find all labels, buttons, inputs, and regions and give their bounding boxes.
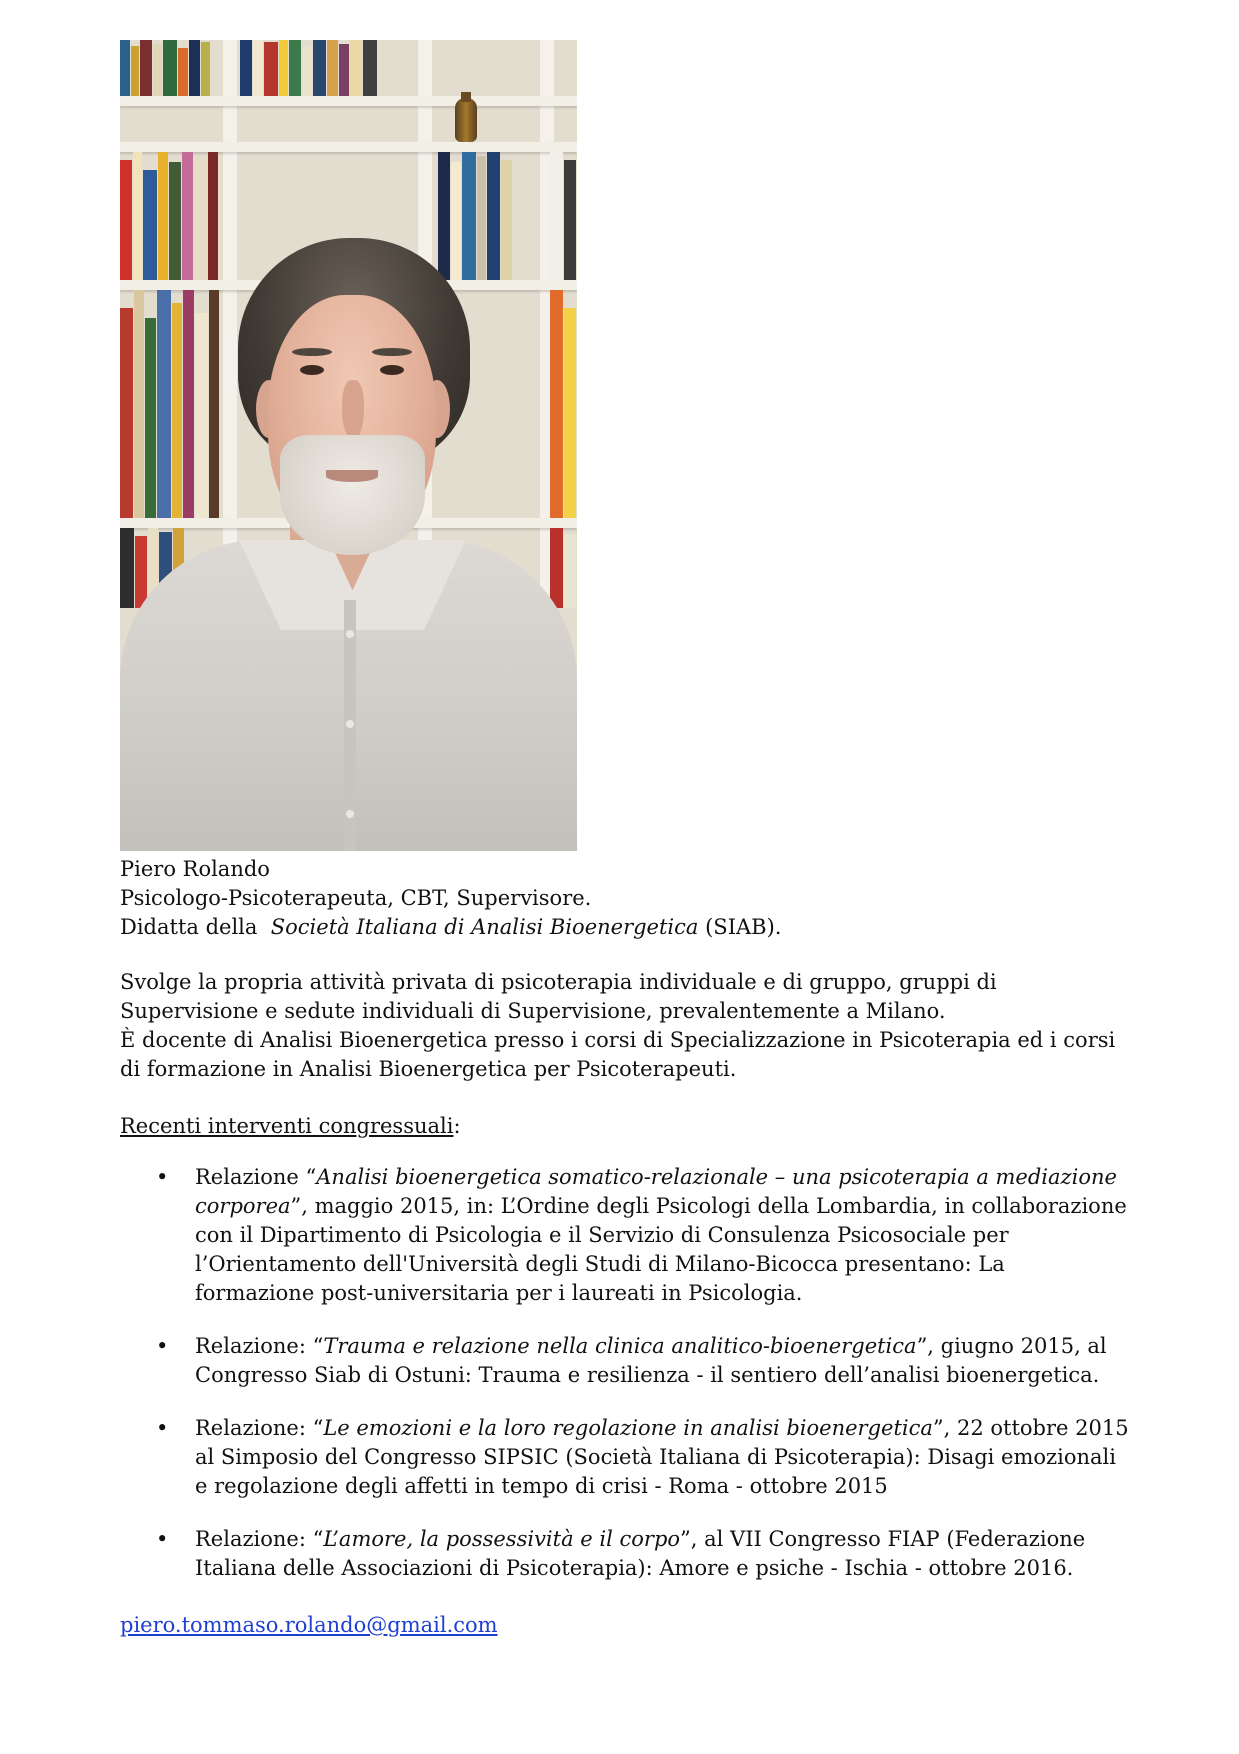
book-row xyxy=(120,152,220,280)
bio-paragraph xyxy=(120,968,1130,1084)
list-item xyxy=(120,1414,1130,1501)
bio-line: Svolge la propria attività privata di psicoterapia individuale e di gruppo, gruppi di xyxy=(120,970,997,994)
person-title: Psicologo-Psicoterapeuta, CBT, Supervisore. xyxy=(120,886,592,910)
talk-details: ”, 22 ottobre 2015 al Simposio del Congresso SIPSIC (Società Italiana di Psicoterapia): Disagi emozionali e regolazione degli affetti in tempo di crisi - Roma - ottobre 2015 xyxy=(195,1416,1129,1498)
talk-prefix: Relazione “ xyxy=(195,1165,317,1189)
talk-details: ”, giugno 2015, al Congresso Siab di Ostuni: Trauma e resilienza - il sentiero dell’analisi bioenergetica. xyxy=(195,1334,1107,1387)
affiliation-prefix: Didatta della xyxy=(120,915,271,939)
talks-heading xyxy=(120,1112,1130,1141)
talks-heading-text: Recenti interventi congressuali xyxy=(120,1114,454,1138)
shirt-button xyxy=(346,810,354,818)
talk-title: L’amore, la possessività e il corpo xyxy=(323,1527,681,1551)
talk-title: Trauma e relazione nella clinica analitico-bioenergetica xyxy=(323,1334,917,1358)
eyebrow-left xyxy=(292,348,332,356)
email-link[interactable]: piero.tommaso.rolando@gmail.com xyxy=(120,1613,498,1637)
eye-left xyxy=(300,365,324,375)
header-block xyxy=(120,855,1130,942)
talk-title: Analisi bioenergetica somatico-relazionale – una psicoterapia a mediazione corporea xyxy=(195,1165,1117,1218)
bullet-icon: • xyxy=(156,1165,169,1189)
affiliation-suffix: (SIAB). xyxy=(698,915,782,939)
shelf-board xyxy=(120,142,577,152)
talk-prefix: Relazione: “ xyxy=(195,1334,324,1358)
talks-heading-colon: : xyxy=(453,1114,461,1138)
talk-details: ”, maggio 2015, in: L’Ordine degli Psicologi della Lombardia, in collaborazione con il Dipartimento di Psicologia e il Servizio di Consulenza Psicosociale per l’Orientamento dell'Università degli Studi di Milano-Bicocca presentano: La formazione post-universitaria per i laureati in Psicologia. xyxy=(195,1194,1127,1305)
book-row xyxy=(550,152,577,280)
talk-title: Le emozioni e la loro regolazione in analisi bioenergetica xyxy=(323,1416,933,1440)
eye-right xyxy=(380,365,404,375)
person-name: Piero Rolando xyxy=(120,857,270,881)
beard xyxy=(280,435,425,555)
talk-prefix: Relazione: “ xyxy=(195,1527,324,1551)
shelf-board xyxy=(120,96,577,106)
bullet-icon: • xyxy=(156,1416,169,1440)
talks-list xyxy=(120,1163,1130,1583)
bio-line: di formazione in Analisi Bioenergetica per Psicoterapeuti. xyxy=(120,1057,737,1081)
portrait-photo xyxy=(120,40,577,851)
book-row xyxy=(550,290,577,518)
affiliation-org: Società Italiana di Analisi Bioenergetica xyxy=(270,915,699,939)
bullet-icon: • xyxy=(156,1527,169,1551)
vase-icon xyxy=(455,98,477,142)
book-row xyxy=(120,290,220,518)
list-item xyxy=(120,1525,1130,1583)
talk-prefix: Relazione: “ xyxy=(195,1416,324,1440)
book-row xyxy=(438,152,538,280)
document-page xyxy=(120,40,1130,1640)
nose xyxy=(342,380,364,440)
list-item xyxy=(120,1332,1130,1390)
book-row xyxy=(240,40,415,96)
talk-details: ”, al VII Congresso FIAP (Federazione Italiana delle Associazioni di Psicoterapia): Amore e psiche - Ischia - ottobre 2016. xyxy=(195,1527,1086,1580)
book-row xyxy=(550,528,577,608)
eyebrow-right xyxy=(372,348,412,356)
bullet-icon: • xyxy=(156,1334,169,1358)
person-affiliation xyxy=(120,913,1130,942)
vase-neck xyxy=(461,92,471,102)
list-item xyxy=(120,1163,1130,1308)
book-row xyxy=(120,40,220,96)
bio-line: È docente di Analisi Bioenergetica presso i corsi di Specializzazione in Psicoterapia ed i corsi xyxy=(120,1028,1116,1052)
shirt-button xyxy=(346,630,354,638)
bio-line: Supervisione e sedute individuali di Supervisione, prevalentemente a Milano. xyxy=(120,999,946,1023)
mouth xyxy=(326,470,378,482)
shirt-button xyxy=(346,720,354,728)
